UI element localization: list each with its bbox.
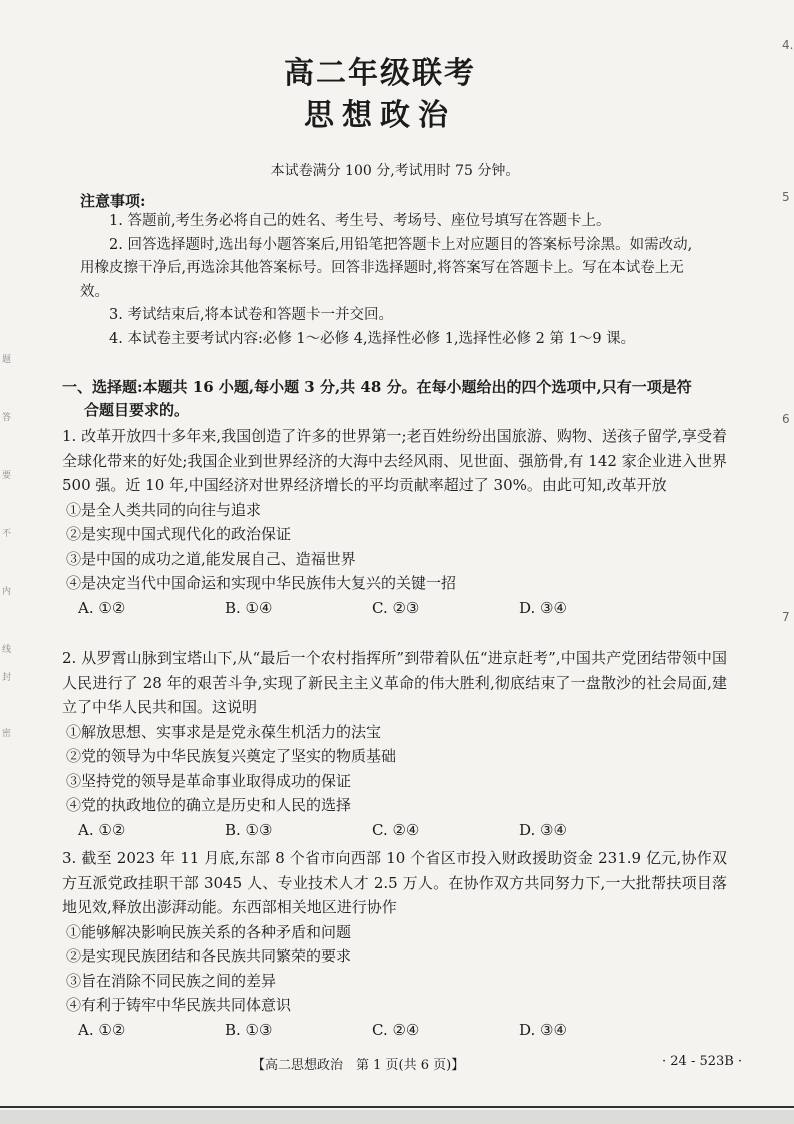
note-item: 4. 本试卷主要考试内容:必修 1～必修 4,选择性必修 1,选择性必修 2 第 1～9 课。 bbox=[109, 330, 636, 347]
section-heading bbox=[62, 376, 722, 422]
statement: ④是决定当代中国命运和实现中华民族伟大复兴的关键一招 bbox=[66, 574, 457, 592]
notes-heading: 注意事项: bbox=[80, 192, 146, 210]
question-1 bbox=[62, 424, 727, 620]
section-line: 合题目要求的。 bbox=[84, 401, 190, 419]
edge-number: 4. bbox=[782, 38, 794, 52]
scan-bottom-shadow bbox=[0, 1110, 794, 1124]
note-item: 2. 回答选择题时,选出每小题答案后,用铅笔把答题卡上对应题目的答案标号涂黑。如需改动,用橡皮擦干净后,再选涂其他答案标号。回答非选择题时,将答案写在答题卡上。写在本试卷上无效。 bbox=[80, 236, 693, 300]
statement: ②是实现中国式现代化的政治保证 bbox=[66, 525, 292, 543]
statement: ②党的领导为中华民族复兴奠定了坚实的物质基础 bbox=[66, 747, 397, 765]
statement: ④有利于铸牢中华民族共同体意识 bbox=[66, 996, 292, 1014]
answer-choices bbox=[78, 1018, 727, 1043]
scan-bottom-edge bbox=[0, 1106, 794, 1108]
binding-char: 密 bbox=[2, 729, 12, 739]
choice-b: B. ①④ bbox=[225, 598, 273, 617]
answer-choices bbox=[78, 596, 727, 621]
section-line: 一、选择题:本题共 16 小题,每小题 3 分,共 48 分。在每小题给出的四个选项中,只有一项是符 bbox=[62, 378, 692, 396]
statement: ①解放思想、实事求是是党永葆生机活力的法宝 bbox=[66, 722, 382, 741]
binding-char: 不 bbox=[2, 529, 12, 539]
choice-c: C. ②④ bbox=[372, 1020, 420, 1039]
binding-char: 封 bbox=[2, 673, 12, 683]
statement: ③旨在消除不同民族之间的差异 bbox=[66, 971, 277, 990]
statement: ③坚持党的领导是革命事业取得成功的保证 bbox=[66, 771, 352, 790]
question-2 bbox=[62, 646, 727, 842]
choice-d: D. ③④ bbox=[519, 820, 567, 839]
edge-number: 5 bbox=[782, 190, 790, 204]
question-stem: 1. 改革开放四十多年来,我国创造了许多的世界第一;老百姓纷纷出国旅游、购物、送孩子留学,享受着全球化带来的好处;我国企业到世界经济的大海中去经风雨、见世面、强筋骨,有 142 家企业进入世界 500 强。近 10 年,中国经济对世界经济增长的平均贡献率超过了 30%。由此可知,改革开放 bbox=[62, 427, 727, 494]
exam-info: 本试卷满分 100 分,考试用时 75 分钟。 bbox=[270, 163, 520, 179]
statement: ①能够解决影响民族关系的各种矛盾和问题 bbox=[66, 922, 352, 941]
question-stem: 2. 从罗霄山脉到宝塔山下,从“最后一个农村指挥所”到带着队伍“进京赶考”,中国共产党团结带领中国人民进行了 28 年的艰苦斗争,实现了新民主主义革命的伟大胜利,彻底结束了一盘散沙的社会局面,建立了中华人民共和国。这说明 bbox=[62, 649, 727, 716]
footer-page-info: 【高二思想政治 第 1 页(共 6 页)】 bbox=[252, 1058, 465, 1073]
statement: ②是实现民族团结和各民族共同繁荣的要求 bbox=[66, 947, 352, 965]
note-item: 3. 考试结束后,将本试卷和答题卡一并交回。 bbox=[109, 307, 394, 323]
question-stem: 3. 截至 2023 年 11 月底,东部 8 个省市向西部 10 个省区市投入财政援助资金 231.9 亿元,协作双方互派党政挂职干部 3045 人、专业技术人才 2.5 万人。在协作双方共同努力下,一大批帮扶项目落地见效,释放出澎湃动能。东西部相关地区进行协作 bbox=[62, 849, 727, 916]
statement: ①是全人类共同的向往与追求 bbox=[66, 500, 262, 519]
choice-d: D. ③④ bbox=[519, 1020, 567, 1039]
choice-a: A. ①② bbox=[78, 820, 126, 839]
statement: ④党的执政地位的确立是历史和人民的选择 bbox=[66, 796, 352, 814]
binding-char: 线 bbox=[2, 645, 12, 655]
subject-title: 思想政治 bbox=[304, 98, 456, 133]
binding-char: 题 bbox=[2, 355, 12, 365]
binding-char: 要 bbox=[2, 471, 12, 481]
choice-d: D. ③④ bbox=[519, 598, 567, 617]
choice-a: A. ①② bbox=[78, 1020, 126, 1039]
binding-char: 内 bbox=[2, 587, 12, 597]
choice-c: C. ②③ bbox=[372, 598, 420, 617]
edge-number: 6 bbox=[782, 412, 790, 426]
statement: ③是中国的成功之道,能发展自己、造福世界 bbox=[66, 549, 356, 568]
choice-b: B. ①③ bbox=[225, 1020, 273, 1039]
exam-title: 高二年级联考 bbox=[284, 56, 476, 91]
edge-number: 7 bbox=[782, 610, 790, 624]
answer-choices bbox=[78, 818, 727, 843]
binding-char: 答 bbox=[2, 413, 12, 423]
notes-list bbox=[80, 210, 700, 351]
footer-code: · 24 - 523B · bbox=[662, 1054, 743, 1069]
question-3 bbox=[62, 846, 727, 1042]
note-item: 1. 答题前,考生务必将自己的姓名、考生号、考场号、座位号填写在答题卡上。 bbox=[109, 213, 611, 229]
choice-c: C. ②④ bbox=[372, 820, 420, 839]
choice-a: A. ①② bbox=[78, 598, 126, 617]
choice-b: B. ①③ bbox=[225, 820, 273, 839]
